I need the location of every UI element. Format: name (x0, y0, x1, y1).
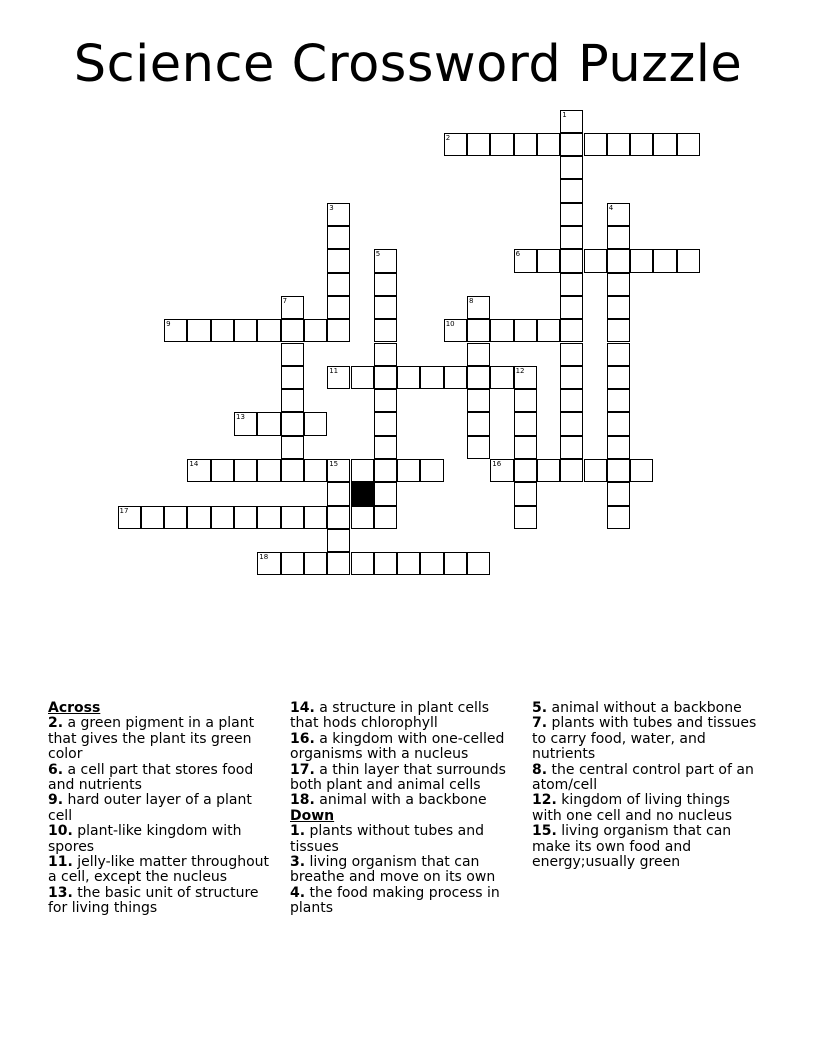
grid-cell[interactable] (327, 273, 350, 296)
grid-cell[interactable] (537, 249, 560, 272)
clue-number: 15 (329, 460, 339, 468)
clue-text: hard outer layer of a plant cell (48, 792, 252, 824)
grid-cell[interactable] (607, 506, 630, 529)
clue-item (290, 824, 518, 855)
grid-cell[interactable] (327, 203, 350, 226)
grid-cell[interactable] (514, 366, 537, 389)
grid-cell[interactable] (490, 133, 513, 156)
clue-number-label: 18. (290, 792, 315, 809)
clue-number-label: 12. (532, 792, 557, 809)
grid-cell[interactable] (584, 459, 607, 482)
clue-number-label: 10. (48, 823, 73, 840)
grid-cell[interactable] (257, 552, 280, 575)
grid-cell[interactable] (607, 366, 630, 389)
clue-item (48, 793, 276, 824)
grid-cell[interactable] (281, 389, 304, 412)
grid-cell[interactable] (257, 319, 280, 342)
grid-cell[interactable] (327, 366, 350, 389)
grid-cell[interactable] (234, 412, 257, 435)
grid-cell[interactable] (560, 179, 583, 202)
grid-cell[interactable] (304, 552, 327, 575)
grid-cell[interactable] (560, 319, 583, 342)
grid-cell[interactable] (490, 319, 513, 342)
clue-text: plant-like kingdom with spores (48, 823, 242, 855)
clue-number: 1 (562, 110, 567, 119)
grid-cell[interactable] (187, 459, 210, 482)
clue-number-label: 16. (290, 730, 315, 747)
clue-number: 17 (119, 506, 129, 515)
grid-cell[interactable] (444, 552, 467, 575)
grid-cell[interactable] (607, 343, 630, 366)
clue-number-label: 9. (48, 792, 64, 809)
clue-text: plants without tubes and tissues (290, 823, 484, 855)
grid-cell[interactable] (327, 529, 350, 552)
grid-cell[interactable] (420, 552, 443, 575)
clue-number-label: 8. (532, 761, 548, 778)
clue-text: plants with tubes and tissues to carry food, water, and nutrients (532, 715, 757, 763)
clue-text: a kingdom with one-celled organisms with a nucleus (290, 730, 505, 763)
grid-cell[interactable] (374, 482, 397, 505)
grid-cell[interactable] (607, 273, 630, 296)
grid-cell[interactable] (327, 506, 350, 529)
grid-cell[interactable] (537, 319, 560, 342)
clue-number-label: 6. (48, 761, 64, 778)
grid-cell[interactable] (374, 366, 397, 389)
grid-cell[interactable] (537, 459, 560, 482)
grid-cell[interactable] (420, 366, 443, 389)
clue-number: 16 (492, 460, 502, 468)
clue-text: a green pigment in a plant that gives the plant its green color (48, 715, 255, 763)
grid-cell[interactable] (514, 133, 537, 156)
grid-cell[interactable] (490, 459, 513, 482)
grid-cell[interactable] (514, 436, 537, 459)
clue-text: animal with a backbone (314, 792, 487, 809)
clue-number: 18 (259, 553, 269, 562)
grid-cell[interactable] (374, 296, 397, 319)
clue-item (48, 716, 276, 762)
clue-text: a cell part that stores food and nutrients (48, 761, 254, 794)
clue-number: 13 (236, 413, 245, 422)
grid-cell[interactable] (514, 319, 537, 342)
grid-cell[interactable] (281, 412, 304, 435)
clue-number-label: 4. (290, 884, 306, 901)
grid-cell[interactable] (374, 459, 397, 482)
grid-cell[interactable] (281, 459, 304, 482)
clue-number-label: 15. (532, 823, 557, 840)
grid-cell[interactable] (607, 389, 630, 412)
clue-item (48, 886, 276, 917)
clues-section (48, 701, 778, 961)
clue-number-label: 17. (290, 761, 315, 778)
grid-cell[interactable] (514, 506, 537, 529)
grid-cell[interactable] (141, 506, 164, 529)
grid-cell[interactable] (304, 412, 327, 435)
clue-number-label: 3. (290, 854, 306, 871)
clue-item (532, 763, 760, 794)
clue-column-1 (48, 701, 276, 917)
grid-cell[interactable] (537, 133, 560, 156)
grid-cell[interactable] (327, 296, 350, 319)
grid-cell[interactable] (444, 319, 467, 342)
grid-cell[interactable] (607, 412, 630, 435)
grid-cell[interactable] (211, 459, 234, 482)
grid-cell[interactable] (281, 506, 304, 529)
clue-item (532, 701, 760, 716)
clue-number: 6 (515, 250, 521, 259)
grid-cell[interactable] (351, 459, 374, 482)
grid-cell[interactable] (327, 552, 350, 575)
grid-cell[interactable] (514, 412, 537, 435)
grid-cell[interactable] (630, 249, 653, 272)
grid-cell[interactable] (374, 343, 397, 366)
grid-cell[interactable] (514, 482, 537, 505)
grid-cell[interactable] (374, 319, 397, 342)
grid-cell[interactable] (560, 273, 583, 296)
grid-cell[interactable] (467, 389, 490, 412)
grid-cell[interactable] (211, 319, 234, 342)
grid-cell[interactable] (257, 506, 280, 529)
clue-text: the central control part of an atom/cell (532, 761, 754, 794)
grid-cell[interactable] (630, 459, 653, 482)
clue-item (290, 886, 518, 917)
clue-text: the basic unit of structure for living things (48, 884, 259, 917)
grid-cell[interactable] (327, 249, 350, 272)
grid-cell[interactable] (467, 412, 490, 435)
clue-item (532, 824, 760, 870)
grid-block-cell (351, 482, 374, 505)
clue-number: 5 (375, 250, 381, 259)
grid-cell[interactable] (560, 436, 583, 459)
grid-cell[interactable] (281, 296, 304, 319)
clue-text: a structure in plant cells that hods chlorophyll (290, 700, 490, 732)
grid-cell[interactable] (467, 436, 490, 459)
grid-cell[interactable] (653, 249, 676, 272)
grid-cell[interactable] (304, 459, 327, 482)
clue-item (290, 855, 518, 886)
grid-cell[interactable] (467, 343, 490, 366)
grid-cell[interactable] (607, 226, 630, 249)
grid-cell[interactable] (281, 436, 304, 459)
grid-cell[interactable] (327, 226, 350, 249)
clue-number-label: 11. (48, 854, 73, 871)
grid-cell[interactable] (444, 133, 467, 156)
grid-cell[interactable] (397, 459, 420, 482)
grid-cell[interactable] (397, 552, 420, 575)
clue-number: 11 (329, 366, 339, 375)
grid-cell[interactable] (374, 552, 397, 575)
grid-cell[interactable] (281, 319, 304, 342)
grid-cell[interactable] (374, 389, 397, 412)
clue-item (290, 763, 518, 794)
grid-cell[interactable] (514, 459, 537, 482)
grid-cell[interactable] (351, 366, 374, 389)
grid-cell[interactable] (281, 552, 304, 575)
clue-text: a thin layer that surrounds both plant and animal cells (290, 761, 506, 794)
clue-item (290, 732, 518, 763)
grid-cell[interactable] (560, 156, 583, 179)
grid-cell[interactable] (560, 366, 583, 389)
clue-number-label: 14. (290, 700, 315, 716)
grid-cell[interactable] (560, 296, 583, 319)
grid-cell[interactable] (607, 296, 630, 319)
clue-item (48, 824, 276, 855)
grid-cell[interactable] (514, 249, 537, 272)
grid-cell[interactable] (351, 552, 374, 575)
grid-cell[interactable] (374, 436, 397, 459)
grid-cell[interactable] (257, 412, 280, 435)
clue-item (290, 701, 518, 732)
grid-cell[interactable] (327, 482, 350, 505)
clue-heading-across: Across (48, 700, 101, 716)
grid-cell[interactable] (397, 366, 420, 389)
grid-cell[interactable] (327, 459, 350, 482)
grid-cell[interactable] (584, 133, 607, 156)
clue-item (290, 793, 518, 808)
grid-cell[interactable] (234, 319, 257, 342)
grid-cell[interactable] (560, 459, 583, 482)
clue-number: 12 (515, 366, 525, 375)
grid-cell[interactable] (374, 412, 397, 435)
clue-column-2 (290, 701, 518, 917)
grid-cell[interactable] (281, 343, 304, 366)
grid-cell[interactable] (257, 459, 280, 482)
clue-text: living organism that can make its own food and energy;usually green (532, 823, 732, 871)
grid-cell[interactable] (677, 133, 700, 156)
grid-cell[interactable] (467, 366, 490, 389)
grid-cell[interactable] (234, 459, 257, 482)
grid-cell[interactable] (327, 319, 350, 342)
grid-cell[interactable] (490, 366, 513, 389)
clue-number: 3 (329, 203, 334, 212)
clue-text: the food making process in plants (290, 884, 500, 917)
grid-cell[interactable] (560, 110, 583, 133)
grid-cell[interactable] (374, 506, 397, 529)
grid-cell[interactable] (560, 203, 583, 226)
clue-number-label: 1. (290, 823, 306, 840)
clue-number: 2 (445, 133, 451, 142)
grid-cell[interactable] (351, 506, 374, 529)
clue-number: 9 (166, 320, 171, 329)
clue-item (48, 763, 276, 794)
clue-number: 10 (445, 320, 455, 329)
page-title: Science Crossword Puzzle (73, 35, 743, 94)
grid-cell[interactable] (560, 226, 583, 249)
grid-cell[interactable] (607, 459, 630, 482)
clue-item (532, 716, 760, 762)
grid-cell[interactable] (187, 319, 210, 342)
grid-cell[interactable] (607, 249, 630, 272)
grid-cell[interactable] (560, 249, 583, 272)
grid-cell[interactable] (304, 319, 327, 342)
clue-number: 8 (469, 296, 474, 305)
grid-cell[interactable] (211, 506, 234, 529)
grid-cell[interactable] (374, 273, 397, 296)
clue-number-label: 5. (532, 700, 548, 716)
grid-cell[interactable] (467, 296, 490, 319)
clue-number: 7 (282, 296, 288, 305)
grid-cell[interactable] (420, 459, 443, 482)
clue-heading-down: Down (290, 807, 335, 824)
clue-text: animal without a backbone (547, 700, 742, 716)
clue-number: 14 (189, 460, 199, 468)
grid-cell[interactable] (607, 133, 630, 156)
grid-cell[interactable] (514, 389, 537, 412)
grid-cell[interactable] (118, 506, 141, 529)
grid-cell[interactable] (467, 552, 490, 575)
grid-cell[interactable] (187, 506, 210, 529)
grid-cell[interactable] (560, 343, 583, 366)
grid-cell[interactable] (560, 133, 583, 156)
clue-number-label: 2. (48, 715, 64, 732)
grid-cell[interactable] (630, 133, 653, 156)
clue-item (532, 793, 760, 824)
grid-cell[interactable] (164, 506, 187, 529)
clue-text: living organism that can breathe and move on its own (290, 854, 496, 886)
grid-cell[interactable] (467, 319, 490, 342)
grid-cell[interactable] (304, 506, 327, 529)
grid-cell[interactable] (560, 389, 583, 412)
grid-cell[interactable] (607, 482, 630, 505)
grid-cell[interactable] (677, 249, 700, 272)
grid-cell[interactable] (444, 366, 467, 389)
clue-column-3 (532, 701, 760, 870)
grid-cell[interactable] (607, 319, 630, 342)
grid-cell[interactable] (234, 506, 257, 529)
grid-cell[interactable] (607, 203, 630, 226)
clue-text: kingdom of living things with one cell and no nucleus (532, 792, 732, 824)
clue-item (48, 855, 276, 886)
grid-cell[interactable] (560, 412, 583, 435)
grid-cell[interactable] (374, 249, 397, 272)
grid-cell[interactable] (164, 319, 187, 342)
grid-cell[interactable] (653, 133, 676, 156)
clue-text: jelly-like matter throughout a cell, except the nucleus (48, 854, 270, 886)
grid-cell[interactable] (467, 133, 490, 156)
grid-cell[interactable] (607, 436, 630, 459)
clue-number: 4 (608, 203, 614, 212)
clue-number-label: 7. (532, 715, 548, 732)
clue-number-label: 13. (48, 884, 73, 901)
grid-cell[interactable] (281, 366, 304, 389)
grid-cell[interactable] (584, 249, 607, 272)
